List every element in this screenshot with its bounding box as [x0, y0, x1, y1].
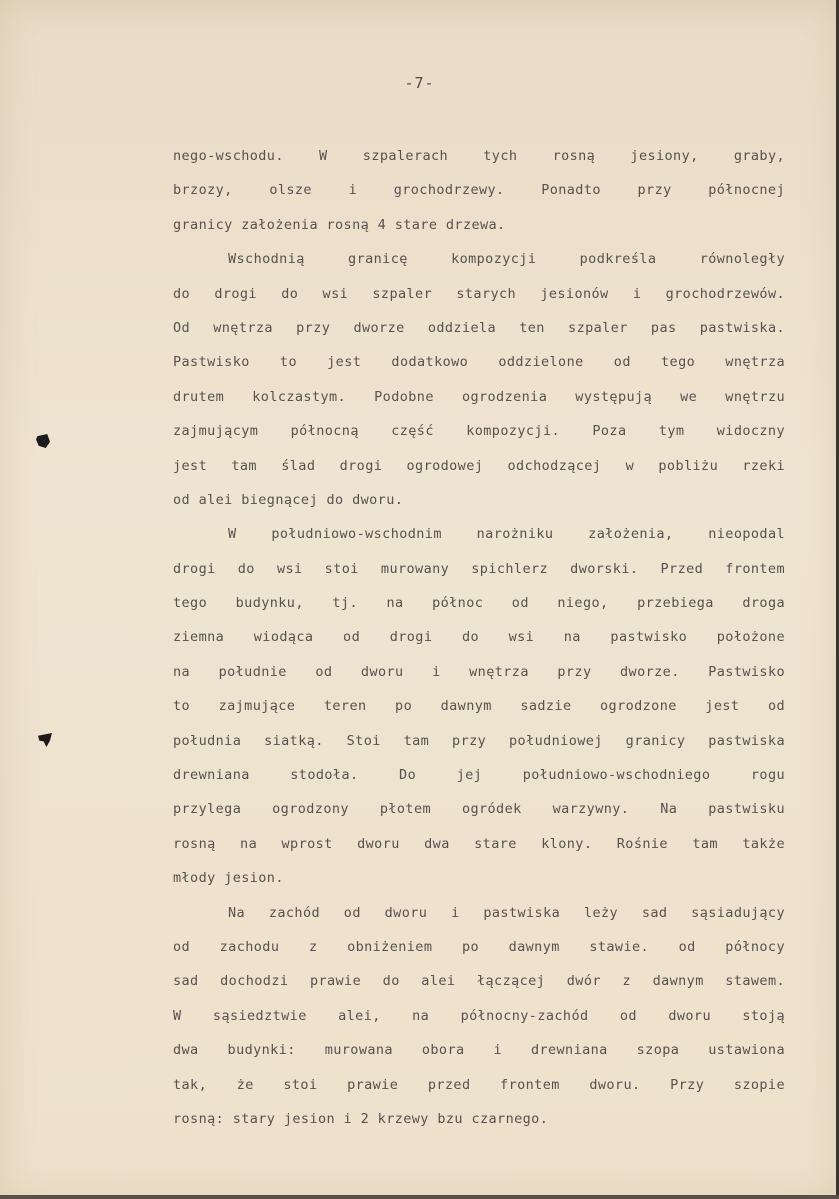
text-line: W południowo-wschodnim narożniku założenia, nieopodal — [228, 526, 785, 543]
ink-blot-mark — [38, 733, 52, 747]
text-line: tego budynku, tj. na północ od niego, przebiega droga — [173, 595, 785, 612]
text-line: Na zachód od dworu i pastwiska leży sad sąsiadujący — [228, 904, 785, 921]
text-line: od alei biegnącej do dworu. — [173, 491, 404, 508]
text-line: dwa budynki: murowana obora i drewniana szopa ustawiona — [173, 1042, 785, 1059]
text-line: granicy założenia rosną 4 stare drzewa. — [173, 216, 506, 233]
text-line: południa siatką. Stoi tam przy południowej granicy pastwiska — [173, 732, 785, 749]
text-line: W sąsiedztwie alei, na północny-zachód od dworu stoją — [173, 1007, 785, 1024]
text-line: Wschodnią granicę kompozycji podkreśla równoległy — [228, 251, 785, 268]
text-line: drewniana stodoła. Do jej południowo-wschodniego rogu — [173, 767, 785, 784]
scan-edge-bottom — [0, 1195, 839, 1199]
text-line: od zachodu z obniżeniem po dawnym stawie. od północy — [173, 938, 785, 955]
body-text — [173, 144, 785, 1141]
text-line: to zajmujące teren po dawnym sadzie ogrodzone jest od — [173, 698, 785, 715]
text-line: zajmującym północną część kompozycji. Poza tym widoczny — [173, 423, 785, 440]
text-line: tak, że stoi prawie przed frontem dworu. Przy szopie — [173, 1076, 785, 1093]
text-line: sad dochodzi prawie do alei łączącej dwór z dawnym stawem. — [173, 973, 785, 990]
text-line: nego-wschodu. W szpalerach tych rosną jesiony, graby, — [173, 148, 785, 164]
text-line: jest tam ślad drogi ogrodowej odchodzącej w pobliżu rzeki — [173, 457, 785, 474]
text-line: Pastwisko to jest dodatkowo oddzielone od tego wnętrza — [173, 354, 785, 371]
text-line: ziemna wiodąca od drogi do wsi na pastwisko położone — [173, 629, 785, 646]
text-line: młody jesion. — [173, 870, 284, 887]
text-line: do drogi do wsi szpaler starych jesionów i grochodrzewów. — [173, 285, 785, 302]
text-line: rosną na wprost dworu dwa stare klony. Rośnie tam także — [173, 835, 785, 852]
text-line: drogi do wsi stoi murowany spichlerz dworski. Przed frontem — [173, 560, 785, 577]
text-line: brzozy, olsze i grochodrzewy. Ponadto przy północnej — [173, 182, 785, 199]
text-line: na południe od dworu i wnętrza przy dworze. Pastwisko — [173, 663, 785, 680]
text-line: drutem kolczastym. Podobne ogrodzenia występują we wnętrzu — [173, 388, 785, 405]
text-line: rosną: stary jesion i 2 krzewy bzu czarnego. — [173, 1110, 549, 1127]
page-number: -7- — [404, 74, 435, 92]
text-line: Od wnętrza przy dworze oddziela ten szpaler pas pastwiska. — [173, 319, 785, 336]
text-line: przylega ogrodzony płotem ogródek warzywny. Na pastwisku — [173, 801, 785, 818]
ink-blot-mark — [36, 434, 50, 448]
